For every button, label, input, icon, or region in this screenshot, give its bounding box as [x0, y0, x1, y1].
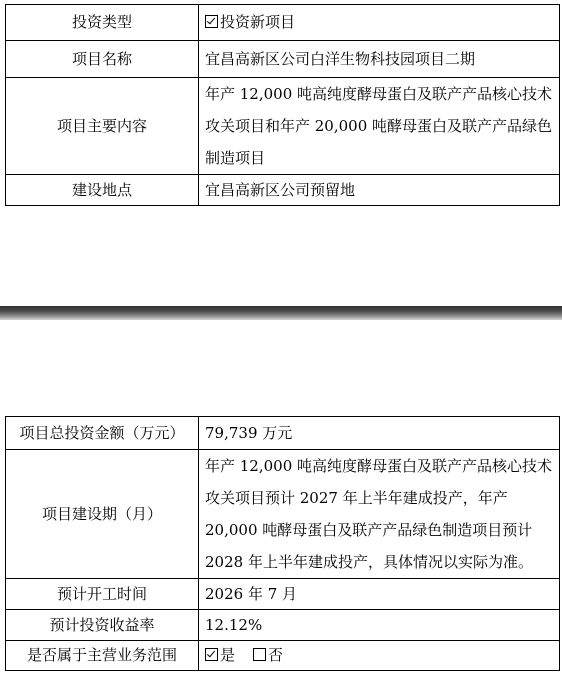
table-row — [6, 579, 560, 610]
total-investment-value: 79,739 万元 — [199, 417, 560, 450]
page-break-divider — [0, 306, 562, 320]
checkbox-empty-icon[interactable] — [253, 648, 266, 661]
main-business-label: 是否属于主营业务范围 — [6, 641, 199, 671]
table-row — [6, 5, 560, 41]
investment-details-table — [5, 416, 560, 671]
investment-type-text: 投资新项目 — [220, 13, 296, 31]
table-row — [6, 641, 560, 671]
no-label: 否 — [268, 646, 284, 664]
investment-type-table — [5, 4, 560, 206]
table-row — [6, 175, 560, 206]
table-row — [6, 417, 560, 450]
project-name-value: 宜昌高新区公司白洋生物科技园项目二期 — [199, 41, 560, 78]
start-time-value: 2026 年 7 月 — [199, 579, 560, 610]
expected-return-label: 预计投资收益率 — [6, 610, 199, 641]
investment-type-label: 投资类型 — [6, 5, 199, 41]
table-row — [6, 610, 560, 641]
location-value: 宜昌高新区公司预留地 — [199, 175, 560, 206]
table-row — [6, 450, 560, 579]
location-label: 建设地点 — [6, 175, 199, 206]
yes-label: 是 — [220, 646, 236, 664]
main-business-yes-option[interactable] — [205, 646, 235, 664]
total-investment-label: 项目总投资金额（万元） — [6, 417, 199, 450]
checkbox-checked-icon[interactable] — [205, 648, 218, 661]
table-row — [6, 41, 560, 78]
start-time-label: 预计开工时间 — [6, 579, 199, 610]
main-business-no-option[interactable] — [253, 646, 283, 664]
project-name-label: 项目名称 — [6, 41, 199, 78]
main-business-value — [199, 641, 560, 671]
construction-period-label: 项目建设期（月） — [6, 450, 199, 579]
investment-type-value — [199, 5, 560, 41]
main-content-value: 年产 12,000 吨高纯度酵母蛋白及联产产品核心技术攻关项目和年产 20,000 吨酵母蛋白及联产产品绿色制造项目 — [199, 78, 560, 175]
table-row — [6, 78, 560, 175]
expected-return-value: 12.12% — [199, 610, 560, 641]
main-content-label: 项目主要内容 — [6, 78, 199, 175]
construction-period-value: 年产 12,000 吨高纯度酵母蛋白及联产产品核心技术攻关项目预计 2027 年上半年建成投产，年产 20,000 吨酵母蛋白及联产产品绿色制造项目预计 2028 年上半年建成投产，具体情况以实际为准。 — [199, 450, 560, 579]
checkbox-checked-icon[interactable] — [205, 15, 218, 28]
